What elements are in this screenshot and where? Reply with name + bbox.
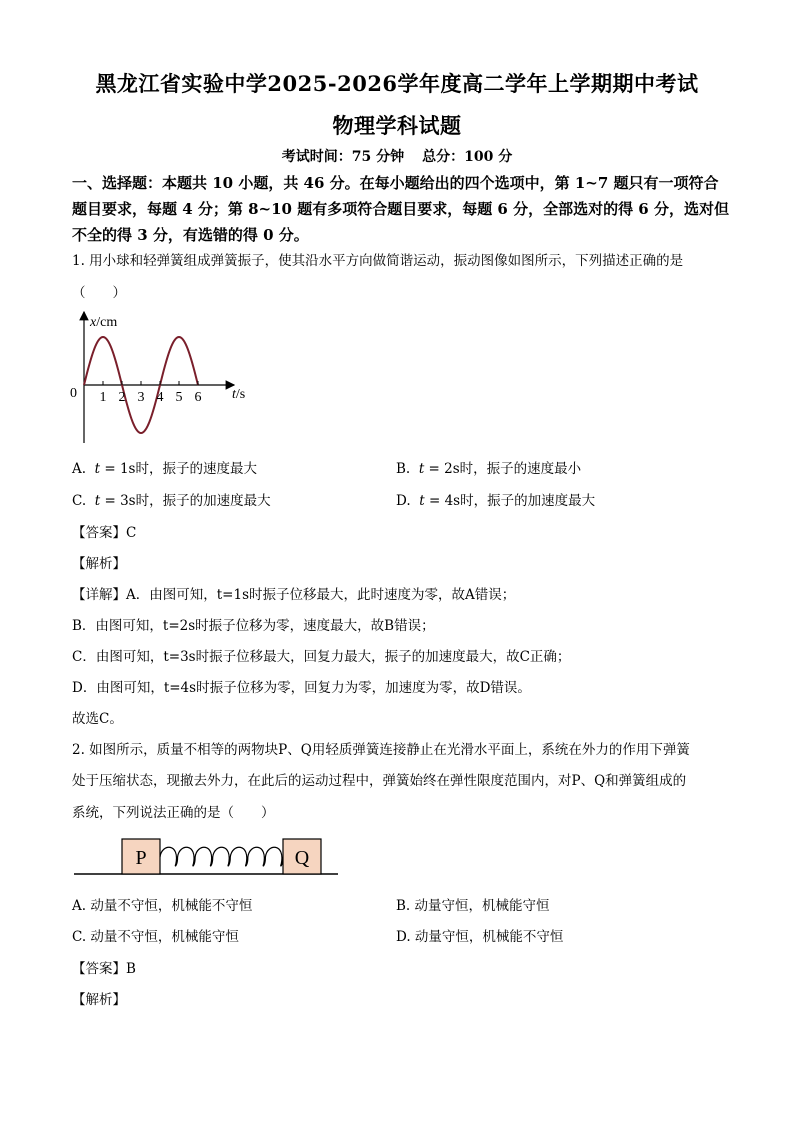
x-axis-label: t/s (232, 387, 246, 402)
y-axis-label: x/cm (90, 315, 118, 330)
q2-option-a[interactable]: A. 动量不守恒，机械能不守恒 (72, 898, 253, 914)
q1-stem-line2: （ ） (72, 285, 126, 301)
q1-option-d-var: t (419, 493, 425, 509)
x-tick-label: 5 (175, 390, 183, 405)
q1-option-c-letter: C. (72, 493, 87, 509)
x-tick-label: 4 (156, 390, 164, 405)
q2-stem-line3: 系统，下列说法正确的是（ ） (72, 805, 275, 821)
q1-detail-tag: 【详解】 (72, 587, 126, 603)
block-p-label: P (135, 847, 147, 869)
q2-answer-value: B (126, 961, 136, 977)
q1-detail-d: D．由图可知，t=4s时振子位移为零，回复力为零，加速度为零，故D错误。 (72, 680, 531, 696)
block-q-label: Q (294, 847, 310, 869)
q2-option-c[interactable]: C. 动量不守恒，机械能守恒 (72, 929, 239, 945)
q2-option-b[interactable]: B. 动量守恒，机械能守恒 (396, 898, 550, 914)
q1-option-d-letter: D. (396, 493, 411, 509)
x-tick-label: 1 (99, 390, 107, 405)
q2-spring-figure (72, 832, 342, 882)
q1-option-c-var: t (94, 493, 101, 509)
q1-stem-line1: 1. 用小球和轻弹簧组成弹簧振子，使其沿水平方向做简谐运动，振动图像如图所示，下列描述正确的是 (72, 253, 684, 269)
exam-meta (0, 146, 794, 166)
x-tick-label: 6 (194, 390, 202, 405)
q2-answer (72, 957, 136, 977)
q2-answer-tag: 【答案】 (72, 961, 126, 977)
q2-stem-line1: 2. 如图所示，质量不相等的两物块P、Q用轻质弹簧连接静止在光滑水平面上，系统在外力的作用下弹簧 (72, 742, 690, 758)
q1-option-a-letter: A. (72, 461, 87, 477)
q1-option-b-text: = 2s时，振子的速度最小 (424, 461, 582, 477)
q1-answer-value: C (126, 525, 137, 541)
exam-time: 考试时间：75 分钟 (281, 149, 405, 165)
q1-detail-b: B．由图可知，t=2s时振子位移为零，速度最大，故B错误； (72, 618, 435, 634)
q1-option-b-var: t (418, 461, 425, 477)
q1-option-b[interactable] (396, 457, 581, 477)
q1-option-a-text: = 1s时，振子的速度最大 (100, 461, 257, 477)
origin-label: 0 (70, 386, 77, 401)
q1-option-a[interactable] (72, 457, 257, 477)
q1-detail-c: C．由图可知，t=3s时振子位移最大，回复力最大，振子的加速度最大，故C正确； (72, 649, 571, 665)
q2-stem-line2: 处于压缩状态，现撤去外力，在此后的运动过程中，弹簧始终在弹性限度范围内，对P、Q和弹簧组成的 (72, 773, 687, 789)
q1-option-d-text: = 4s时，振子的加速度最大 (424, 493, 596, 509)
exam-subtitle: 物理学科试题 (332, 113, 462, 138)
q1-detail-a (72, 583, 515, 603)
q1-answer (72, 521, 136, 541)
q1-option-d[interactable] (396, 489, 595, 509)
q1-conclusion: 故选C。 (72, 711, 123, 727)
section-instructions: 一、选择题：本题共 10 小题，共 46 分。在每小题给出的四个选项中，第 1~7 题只有一项符合题目要求，每题 4 分；第 8~10 题有多项符合题目要求，每题 6 分，全部选对的得 6 分，选对但不全的得 3 分，有选错的得 0 分。 (72, 174, 729, 244)
q2-option-d[interactable]: D. 动量守恒，机械能不守恒 (396, 929, 564, 945)
q1-option-b-letter: B. (396, 461, 411, 477)
x-tick-label: 2 (118, 390, 126, 405)
q1-option-c[interactable] (72, 489, 271, 509)
q1-detail-a-text: A．由图可知，t=1s时振子位移最大，此时速度为零，故A错误； (126, 587, 516, 603)
spring-coil (160, 847, 283, 866)
total-score: 总分：100 分 (422, 149, 513, 165)
q1-analysis-tag: 【解析】 (72, 556, 126, 572)
q2-analysis-tag: 【解析】 (72, 992, 126, 1008)
exam-title: 黑龙江省实验中学2025-2026学年度高二学年上学期期中考试 (95, 71, 699, 96)
q1-option-c-text: = 3s时，振子的加速度最大 (100, 493, 271, 509)
q1-option-a-var: t (94, 461, 101, 477)
x-tick-label: 3 (137, 390, 145, 405)
q1-vibration-graph (66, 308, 266, 448)
q1-answer-tag: 【答案】 (72, 525, 126, 541)
